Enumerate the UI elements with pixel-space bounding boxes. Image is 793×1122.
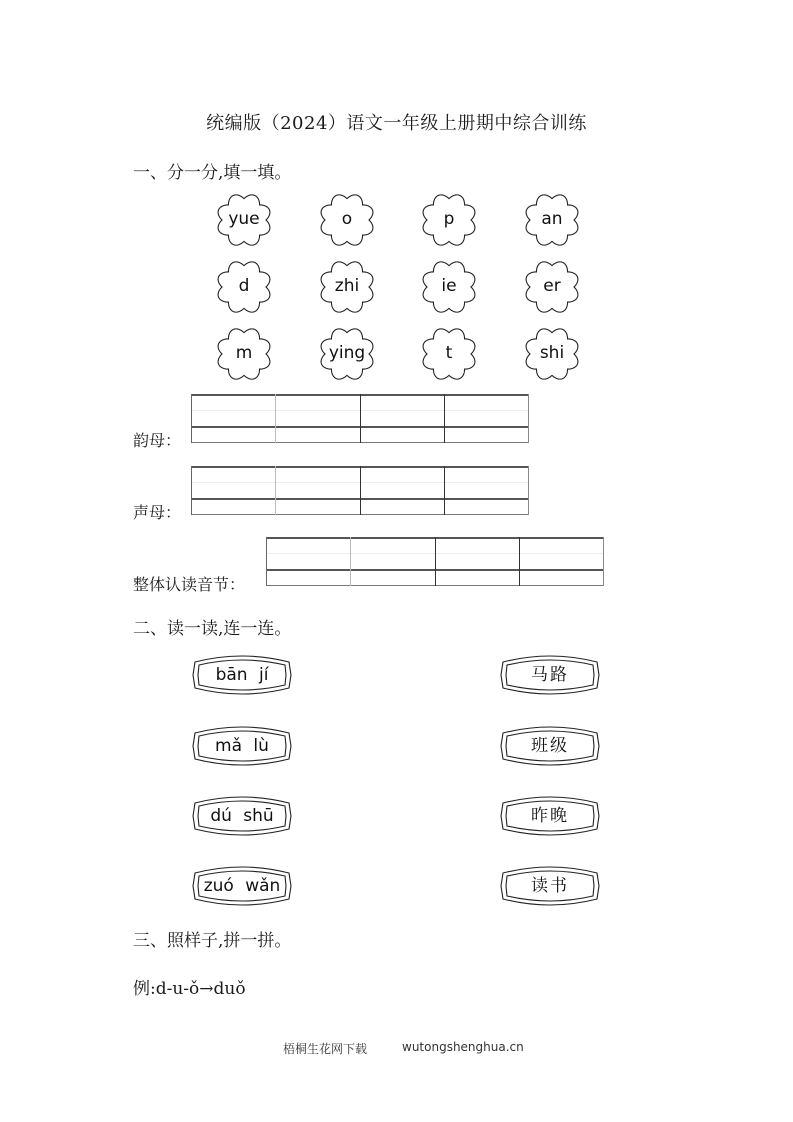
flower-label: p	[443, 209, 455, 229]
grid-divider	[519, 537, 520, 586]
flower-label: ying	[328, 343, 366, 363]
footer-site-url[interactable]: wutongshenghua.cn	[402, 1040, 524, 1054]
pinyin-card-label: zuó wǎn	[203, 876, 281, 896]
flower-card	[419, 325, 479, 383]
flower-label: d	[238, 276, 250, 296]
section-2-heading: 二、读一读,连一连。	[133, 619, 292, 639]
flower-card	[419, 258, 479, 316]
flower-card	[522, 191, 582, 249]
word-card[interactable]	[500, 725, 600, 767]
flower-card	[522, 258, 582, 316]
page-title: 统编版（2024）语文一年级上册期中综合训练	[206, 113, 587, 134]
flower-label: m	[235, 343, 253, 363]
word-card[interactable]	[500, 795, 600, 837]
pinyin-card[interactable]	[192, 865, 292, 907]
word-card-label: 马路	[531, 665, 569, 685]
word-card-label: 班级	[531, 736, 569, 756]
writing-grid-whole-syllables[interactable]	[266, 537, 603, 585]
writing-grid-finals[interactable]	[191, 394, 528, 442]
grid-divider	[603, 537, 604, 586]
section-1-heading: 一、分一分,填一填。	[133, 163, 292, 183]
grid-label-finals: 韵母：	[133, 431, 182, 450]
grid-divider	[528, 394, 529, 443]
flower-label: an	[541, 209, 563, 229]
grid-divider	[528, 466, 529, 515]
grid-divider	[191, 466, 192, 515]
pinyin-card-label: bān jí	[215, 665, 269, 685]
grid-divider	[444, 466, 445, 515]
grid-divider	[275, 466, 276, 515]
grid-divider	[444, 394, 445, 443]
grid-label-whole-syllables: 整体认读音节：	[133, 575, 246, 594]
flower-card	[214, 258, 274, 316]
footer-site-name: 梧桐生花网下载	[283, 1042, 368, 1056]
example-line: 例:d-u-ǒ→duǒ	[133, 979, 246, 999]
flower-card	[522, 325, 582, 383]
pinyin-card-label: mǎ lù	[215, 736, 269, 756]
grid-divider	[275, 394, 276, 443]
flower-label: t	[445, 343, 453, 363]
flower-card	[214, 191, 274, 249]
flower-label: yue	[228, 209, 260, 229]
grid-divider	[360, 466, 361, 515]
flower-label: o	[341, 209, 353, 229]
flower-label: zhi	[334, 276, 360, 296]
flower-card	[317, 191, 377, 249]
pinyin-card[interactable]	[192, 795, 292, 837]
flower-card	[317, 325, 377, 383]
section-3-heading: 三、照样子,拼一拼。	[133, 931, 292, 951]
flower-card	[317, 258, 377, 316]
pinyin-card[interactable]	[192, 725, 292, 767]
flower-card	[419, 191, 479, 249]
pinyin-card[interactable]	[192, 654, 292, 696]
word-card-label: 读书	[531, 876, 569, 896]
word-card[interactable]	[500, 654, 600, 696]
word-card[interactable]	[500, 865, 600, 907]
grid-divider	[191, 394, 192, 443]
grid-divider	[435, 537, 436, 586]
word-card-label: 昨晚	[531, 806, 569, 826]
pinyin-card-label: dú shū	[210, 806, 274, 826]
writing-grid-initials[interactable]	[191, 466, 528, 514]
flower-label: er	[543, 276, 561, 296]
grid-label-initials: 声母：	[133, 503, 182, 522]
grid-divider	[350, 537, 351, 586]
flower-label: shi	[539, 343, 565, 363]
flower-card	[214, 325, 274, 383]
flower-label: ie	[441, 276, 457, 296]
grid-divider	[266, 537, 267, 586]
grid-divider	[360, 394, 361, 443]
